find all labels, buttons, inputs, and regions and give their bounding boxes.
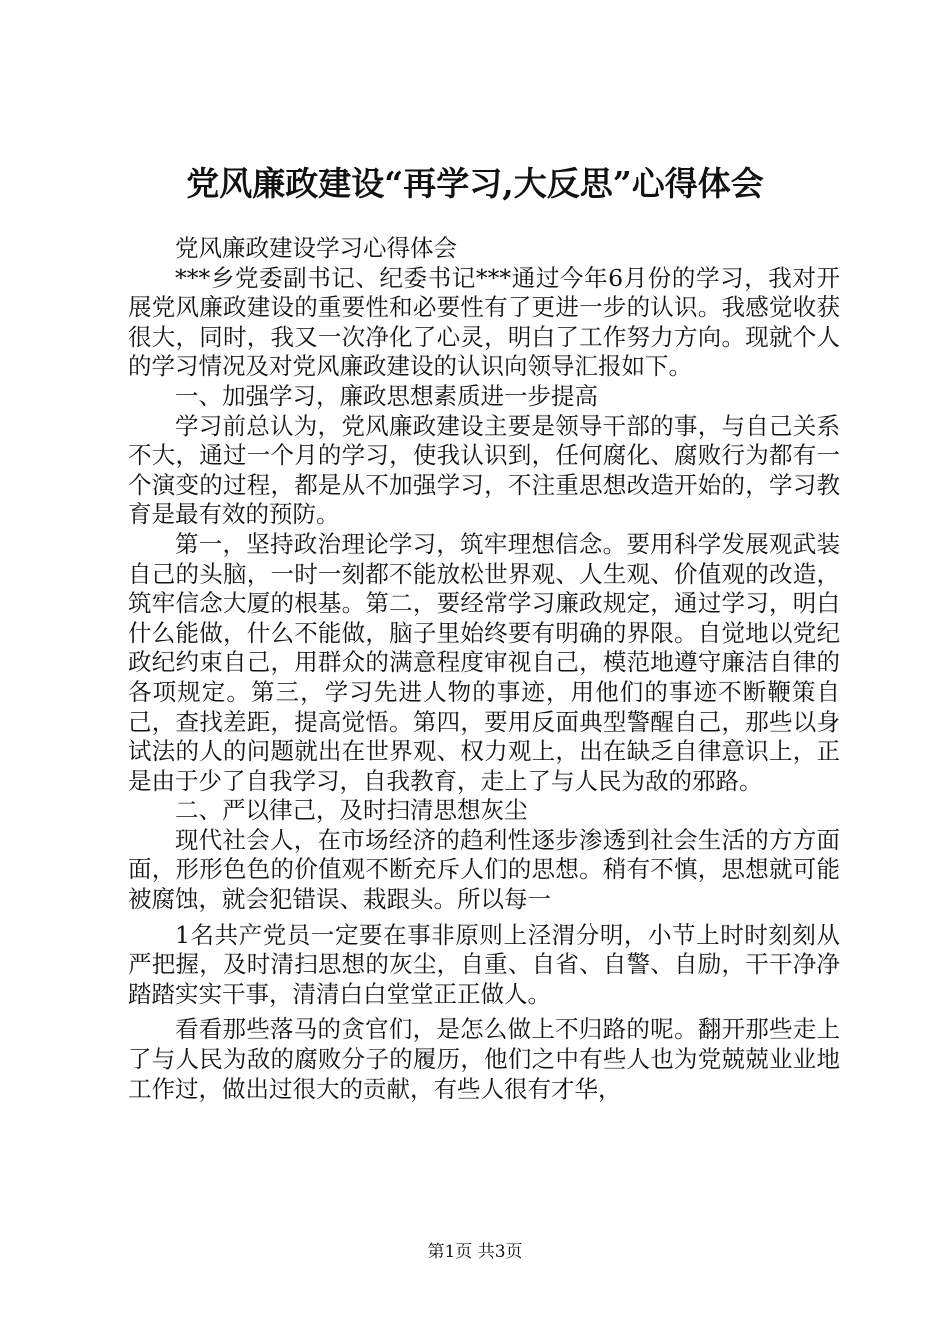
subtitle-paragraph: 党风廉政建设学习心得体会 <box>175 234 457 262</box>
section-heading-1: 一、加强学习，廉政思想素质进一步提高 <box>175 381 598 410</box>
section-heading-2: 二、严以律己，及时扫清思想灰尘 <box>175 796 528 825</box>
body-paragraph: 现代社会人，在市场经济的趋利性逐步渗透到社会生活的方方面面，形形色色的价值观不断充斥人们的思想。稍有不慎，思想就可能被腐蚀，就会犯错误、栽跟头。所以每一 <box>128 825 840 914</box>
document-body <box>128 234 840 1104</box>
page-footer: 第1页 共3页 <box>427 1242 523 1262</box>
document-title: 党风廉政建设“再学习,大反思”心得体会 <box>186 164 764 203</box>
intro-paragraph: ***乡党委副书记、纪委书记***通过今年6月份的学习，我对开展党风廉政建设的重要性和必要性有了更进一步的认识。我感觉收获很大，同时，我又一次净化了心灵，明白了工作努力方向。现就个人的学习情况及对党风廉政建设的认识向领导汇报如下。 <box>128 263 840 381</box>
body-paragraph: 1名共产党员一定要在事非原则上泾渭分明，小节上时时刻刻从严把握，及时清扫思想的灰尘，自重、自省、自警、自励，干干净净踏踏实实干事，清清白白堂堂正正做人。 <box>128 920 840 1008</box>
body-paragraph: 学习前总认为，党风廉政建设主要是领导干部的事，与自己关系不大，通过一个月的学习，使我认识到，任何腐化、腐败行为都有一个演变的过程，都是从不加强学习，不注重思想改造开始的，学习教育是最有效的预防。 <box>128 411 840 529</box>
body-paragraph: 看看那些落马的贪官们，是怎么做上不归路的呢。翻开那些走上了与人民为敌的腐败分子的履历，他们之中有些人也为党兢兢业业地工作过，做出过很大的贡献，有些人很有才华， <box>128 1015 840 1103</box>
body-paragraph: 第一，坚持政治理论学习，筑牢理想信念。要用科学发展观武装自己的头脑，一时一刻都不能放松世界观、人生观、价值观的改造，筑牢信念大厦的根基。第二，要经常学习廉政规定，通过学习，明白什么能做，什么不能做，脑子里始终要有明确的界限。自觉地以党纪政纪约束自己，用群众的满意程度审视自己，模范地遵守廉洁自律的各项规定。第三，学习先进人物的事迹，用他们的事迹不断鞭策自己，查找差距，提高觉悟。第四，要用反面典型警醒自己，那些以身试法的人的问题就出在世界观、权力观上，出在缺乏自律意识上，正是由于少了自我学习，自我教育，走上了与人民为敌的邪路。 <box>128 529 840 795</box>
